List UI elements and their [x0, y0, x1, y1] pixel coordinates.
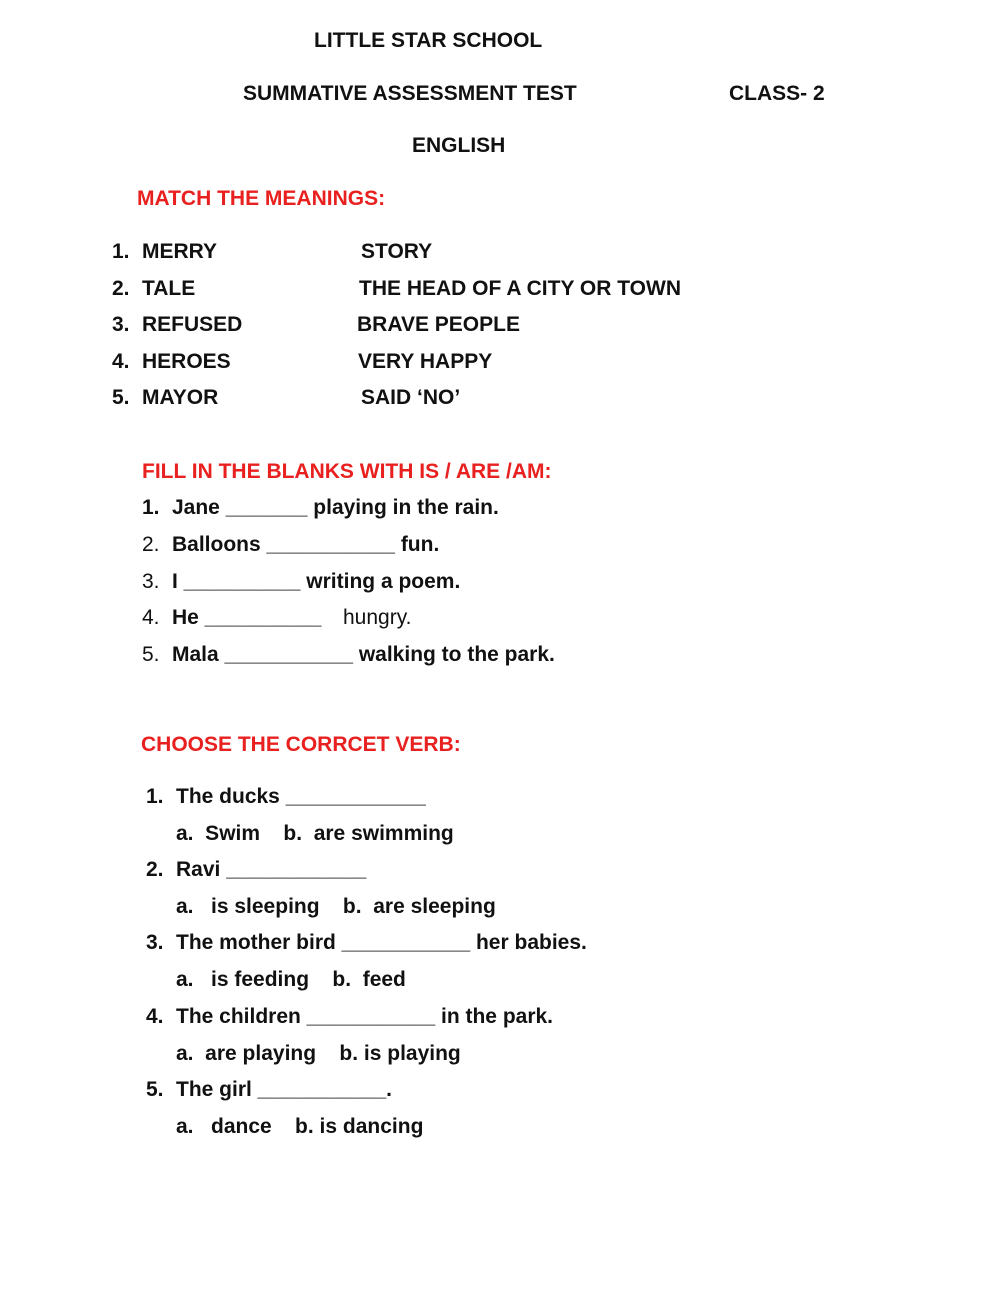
verb-question-5: The girl ___________.	[176, 1078, 392, 1101]
match-num-5: 5.	[112, 386, 130, 409]
verb-num-4: 4.	[146, 1005, 164, 1028]
verb-question-4: The children ___________ in the park.	[176, 1005, 554, 1028]
fill-num-1: 1.	[142, 496, 160, 519]
verb-question-2: Ravi ____________	[176, 858, 367, 881]
test-title: SUMMATIVE ASSESSMENT TEST	[243, 82, 577, 105]
fill-sentence-4: He __________	[172, 606, 322, 629]
subject-title: ENGLISH	[412, 134, 506, 157]
fill-sentence-4-tail: hungry.	[343, 606, 412, 629]
verb-options-5: a. dance b. is dancing	[176, 1115, 424, 1138]
verb-options-4: a. are playing b. is playing	[176, 1042, 461, 1065]
match-num-1: 1.	[112, 240, 130, 263]
fill-num-3: 3.	[142, 570, 160, 593]
match-word-3: REFUSED	[142, 313, 243, 336]
match-section-title: MATCH THE MEANINGS:	[137, 187, 386, 210]
match-num-3: 3.	[112, 313, 130, 336]
fill-sentence-3: I __________ writing a poem.	[172, 570, 461, 593]
school-name: LITTLE STAR SCHOOL	[314, 29, 543, 52]
fill-sentence-1: Jane _______ playing in the rain.	[172, 496, 499, 519]
fill-num-5: 5.	[142, 643, 160, 666]
match-word-2: TALE	[142, 277, 196, 300]
match-word-1: MERRY	[142, 240, 218, 263]
match-meaning-3: BRAVE PEOPLE	[357, 313, 520, 336]
verb-options-3: a. is feeding b. feed	[176, 968, 406, 991]
fill-num-4: 4.	[142, 606, 160, 629]
verb-question-1: The ducks ____________	[176, 785, 426, 808]
verb-question-3: The mother bird ___________ her babies.	[176, 931, 587, 954]
match-num-4: 4.	[112, 350, 130, 373]
match-meaning-2: THE HEAD OF A CITY OR TOWN	[359, 277, 682, 300]
verb-num-1: 1.	[146, 785, 164, 808]
verb-options-2: a. is sleeping b. are sleeping	[176, 895, 496, 918]
verb-section-title: CHOOSE THE CORRCET VERB:	[141, 733, 461, 756]
fill-sentence-2: Balloons ___________ fun.	[172, 533, 440, 556]
class-label: CLASS- 2	[729, 82, 825, 105]
verb-num-5: 5.	[146, 1078, 164, 1101]
verb-options-1: a. Swim b. are swimming	[176, 822, 454, 845]
match-meaning-5: SAID ‘NO’	[361, 386, 461, 409]
fill-num-2: 2.	[142, 533, 160, 556]
match-word-5: MAYOR	[142, 386, 219, 409]
match-num-2: 2.	[112, 277, 130, 300]
fill-section-title: FILL IN THE BLANKS WITH IS / ARE /AM:	[142, 460, 552, 483]
match-word-4: HEROES	[142, 350, 231, 373]
match-meaning-4: VERY HAPPY	[358, 350, 493, 373]
match-meaning-1: STORY	[361, 240, 433, 263]
verb-num-2: 2.	[146, 858, 164, 881]
verb-num-3: 3.	[146, 931, 164, 954]
fill-sentence-5: Mala ___________ walking to the park.	[172, 643, 555, 666]
